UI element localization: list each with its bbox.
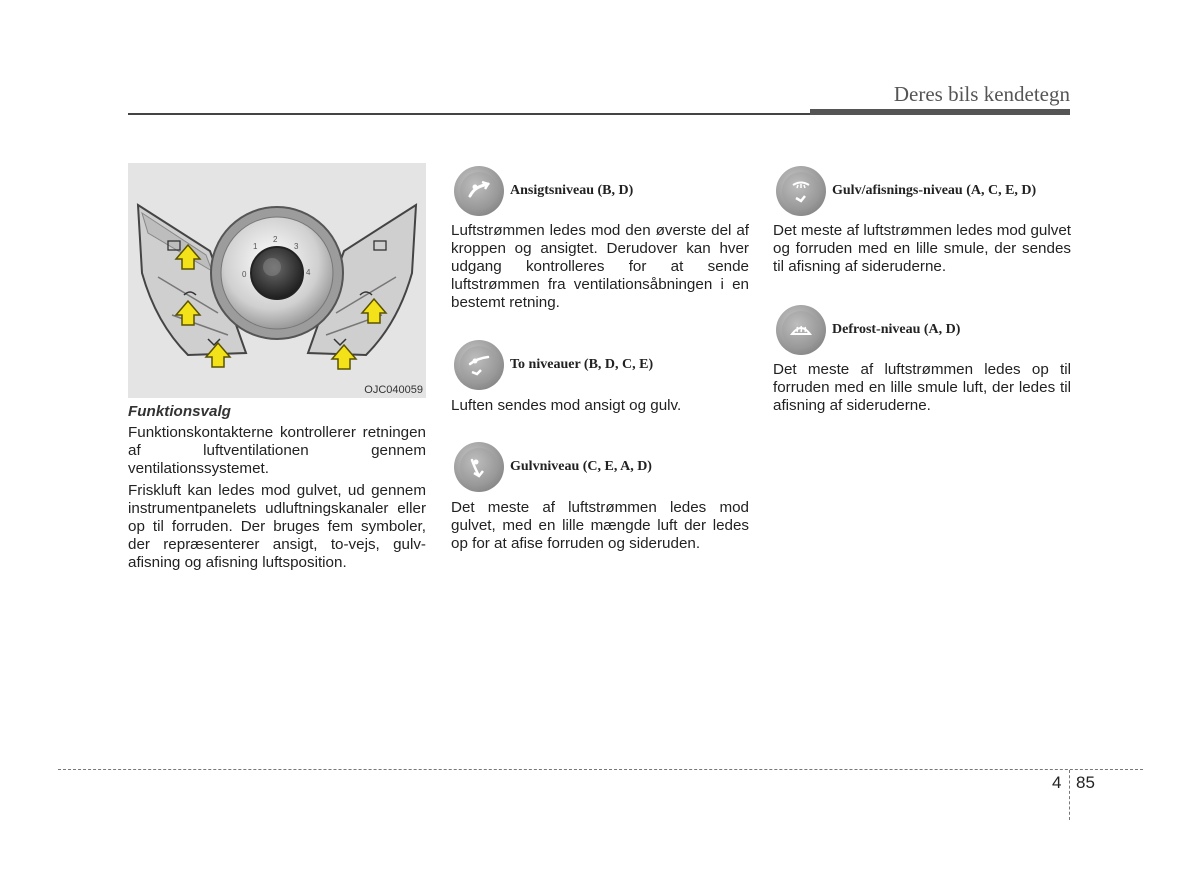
section-body: Luften sendes mod ansigt og gulv. [451,397,682,414]
footer-rule [58,769,1143,770]
climate-control-figure [128,163,426,398]
running-header: Deres bils kendetegn [893,82,1070,106]
section-caption: Funktionsvalg [128,403,231,420]
header-rule-accent [810,109,1070,115]
floor-defrost-heading [776,166,1036,216]
page-number: 85 [1076,773,1095,792]
defrost-icon [776,305,826,355]
header-rule [128,113,810,115]
defrost-heading [776,305,960,355]
section-title: Gulvniveau (C, E, A, D) [510,459,652,474]
svg-text:2: 2 [273,235,278,244]
floor-vent-icon [454,442,504,492]
section-title: To niveauer (B, D, C, E) [510,357,654,372]
section-title: Gulv/afisnings-niveau (A, C, E, D) [832,183,1037,198]
footer-divider [1069,770,1070,820]
section-title: Ansigtsniveau (B, D) [510,183,634,198]
chapter-number: 4 [1052,773,1062,792]
section-body: Det meste af luftstrømmen ledes op til forruden med en lille smule luft, der ledes til afisning af sideruderne. [773,361,1071,414]
floor-defrost-icon [776,166,826,216]
face-level-heading [454,166,633,216]
floor-level-heading [454,442,652,492]
left-column-text [128,424,426,572]
section-title: Defrost-niveau (A, D) [832,322,961,337]
svg-text:0: 0 [242,270,247,279]
svg-text:4: 4 [306,268,311,277]
svg-text:1: 1 [253,242,258,251]
figure-code: OJC040059 [364,384,423,396]
bilevel-vent-icon [454,340,504,390]
face-vent-icon [454,166,504,216]
bilevel-heading [454,340,653,390]
section-body: Det meste af luftstrømmen ledes mod gulvet og forruden med en lille smule, der sendes til afisning af sideruderne. [773,222,1071,275]
section-body: Det meste af luftstrømmen ledes mod gulvet, med en lille mængde luft der ledes op for at afise forruden og sideruden. [451,499,749,552]
climate-control-illustration [128,163,426,398]
section-body: Luftstrømmen ledes mod den øverste del af kroppen og ansigtet. Derudover kan hver udgang kontrolleres for at sende luftstrømmen fra ventilationsåbningen i en bestemt retning. [451,222,749,311]
paragraph: Funktionskontakterne kontrollerer retningen af luftventilationen gennem ventilationssystemet. [128,424,426,477]
paragraph: Friskluft kan ledes mod gulvet, ud gennem instrumentpanelets udluftningskanaler eller op til forruden. Der bruges fem symboler, der repræsenterer ansigt, to-vejs, gulv-afisning og afisning luftsposition. [128,482,426,571]
svg-text:3: 3 [294,242,299,251]
